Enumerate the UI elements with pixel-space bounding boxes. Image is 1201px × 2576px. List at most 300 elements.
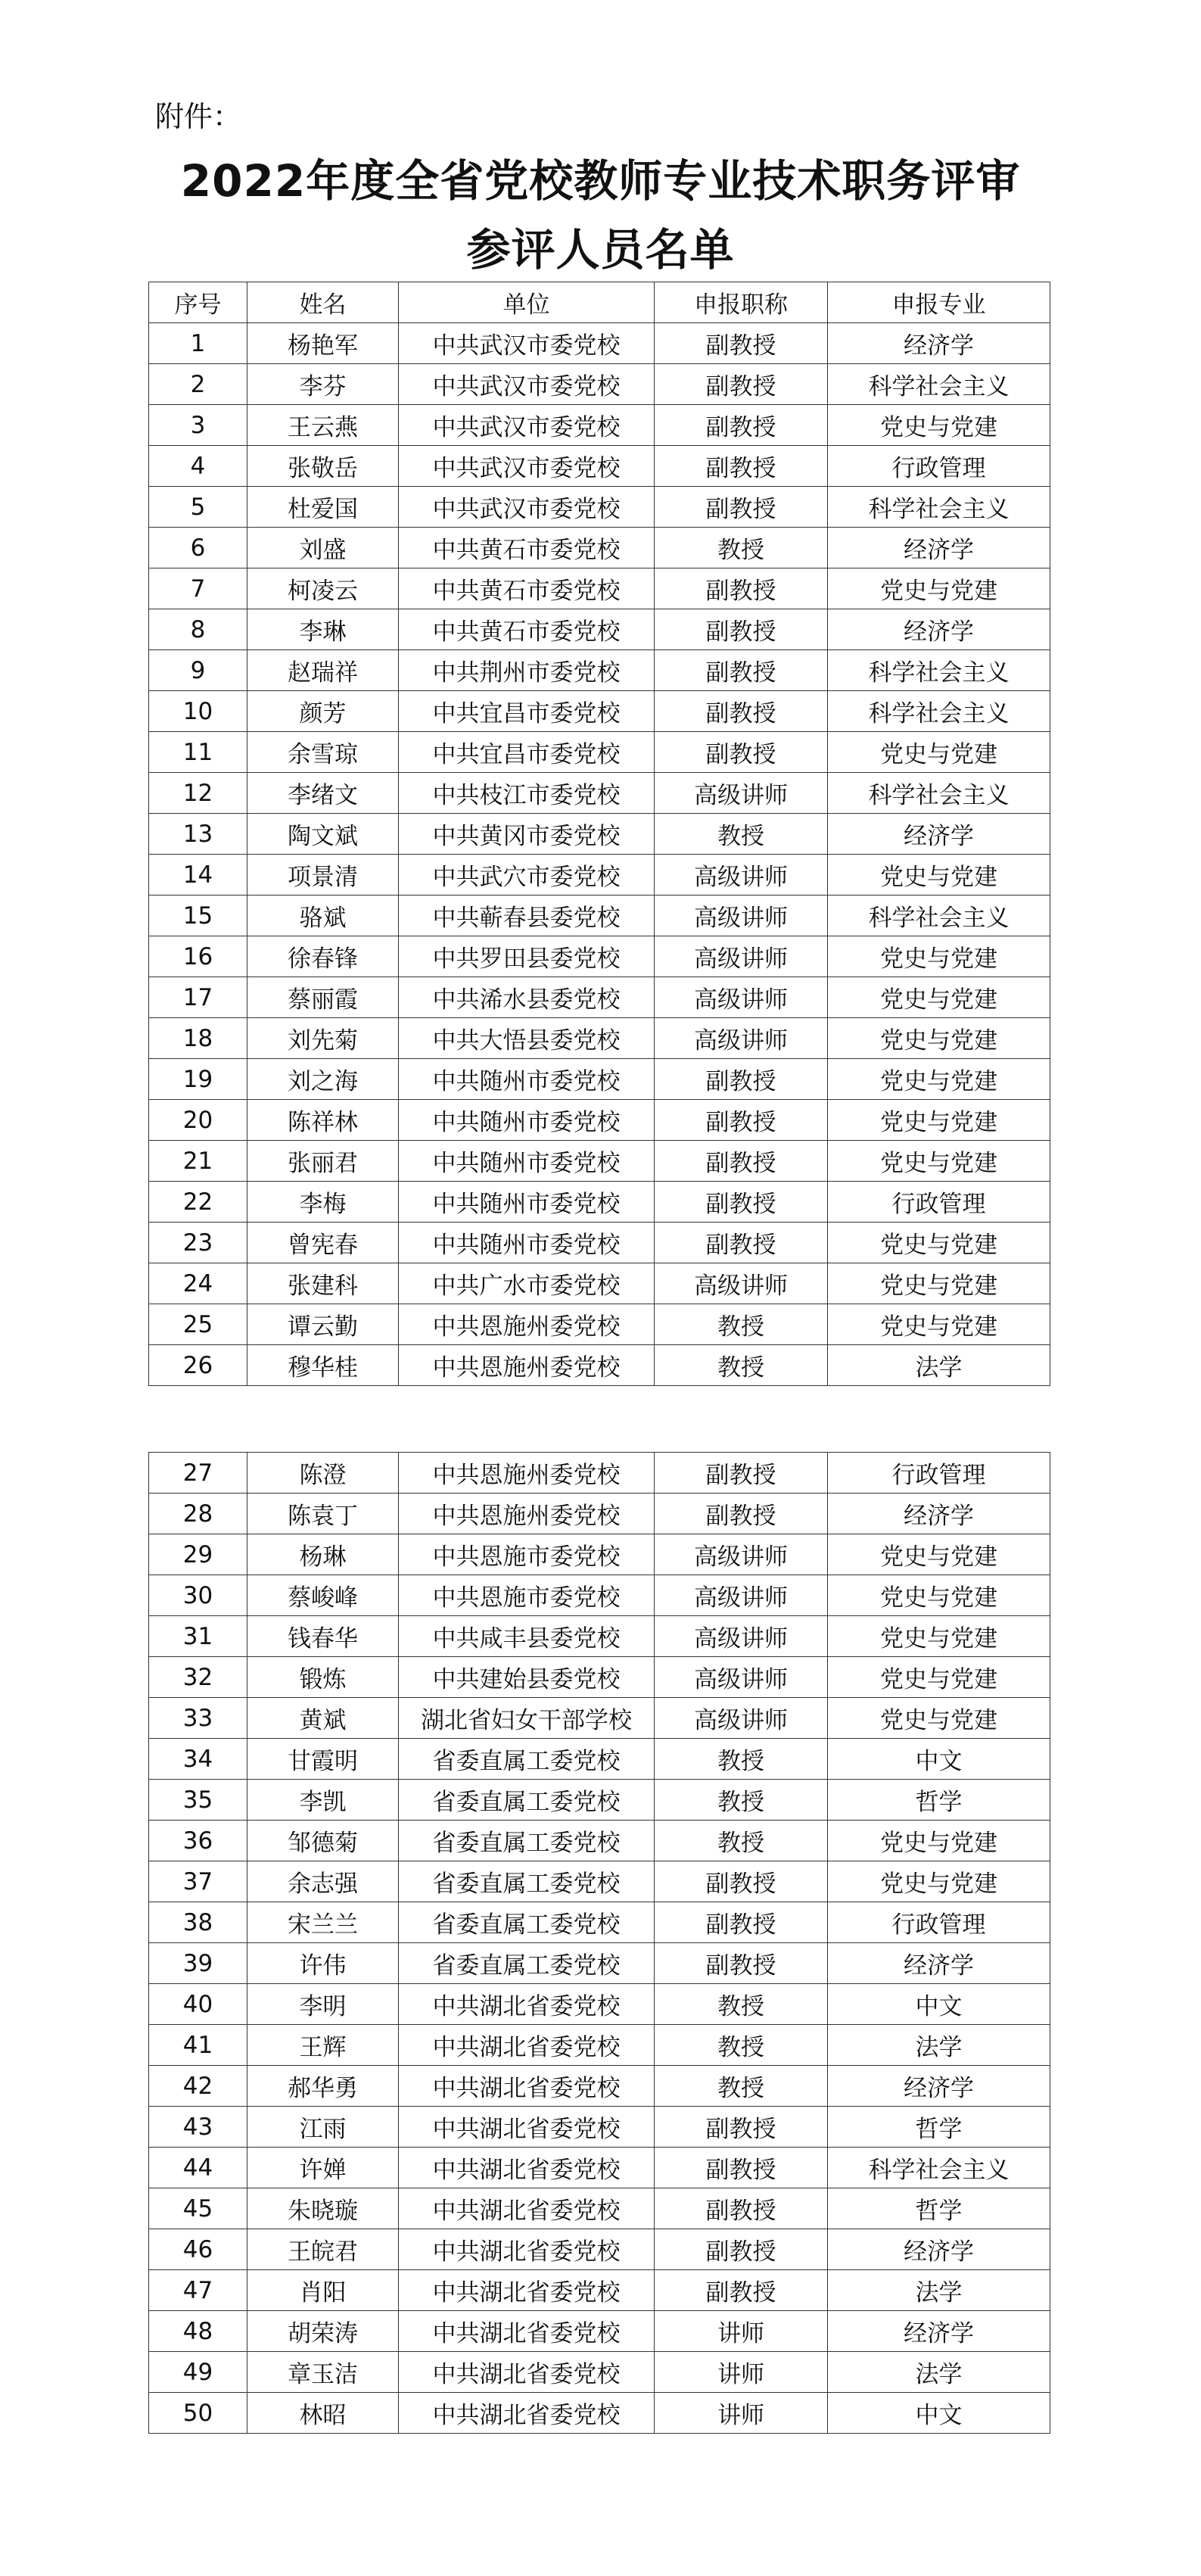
cell-unit: 中共湖北省委党校 (399, 2188, 655, 2229)
page-title-line2: 参评人员名单 (466, 224, 735, 276)
cell-unit: 中共随州市委党校 (399, 1059, 655, 1100)
cell-index: 31 (149, 1616, 247, 1657)
cell-name: 陈袁丁 (247, 1494, 399, 1534)
table-row (149, 2270, 1050, 2311)
cell-specialty: 法学 (828, 1345, 1050, 1386)
cell-unit: 中共荆州市委党校 (399, 650, 655, 691)
cell-name: 张丽君 (247, 1141, 399, 1182)
cell-name: 许伟 (247, 1943, 399, 1984)
cell-title: 教授 (655, 1345, 828, 1386)
cell-specialty: 党史与党建 (828, 405, 1050, 446)
cell-title: 教授 (655, 1739, 828, 1780)
cell-unit: 中共武汉市委党校 (399, 405, 655, 446)
cell-name: 钱春华 (247, 1616, 399, 1657)
cell-title: 高级讲师 (655, 896, 828, 936)
cell-index: 17 (149, 977, 247, 1018)
cell-specialty: 党史与党建 (828, 568, 1050, 609)
cell-specialty: 科学社会主义 (828, 773, 1050, 814)
cell-specialty: 经济学 (828, 814, 1050, 855)
table-row (149, 446, 1050, 487)
cell-unit: 中共恩施市委党校 (399, 1575, 655, 1616)
cell-name: 肖阳 (247, 2270, 399, 2311)
cell-name: 张建科 (247, 1263, 399, 1304)
cell-index: 38 (149, 1902, 247, 1943)
table-row (149, 1494, 1050, 1534)
cell-title: 教授 (655, 1304, 828, 1345)
cell-specialty: 行政管理 (828, 1902, 1050, 1943)
cell-index: 50 (149, 2393, 247, 2434)
cell-title: 高级讲师 (655, 1616, 828, 1657)
cell-unit: 中共宜昌市委党校 (399, 732, 655, 773)
cell-index: 45 (149, 2188, 247, 2229)
cell-name: 林昭 (247, 2393, 399, 2434)
cell-unit: 中共宜昌市委党校 (399, 691, 655, 732)
cell-specialty: 党史与党建 (828, 1304, 1050, 1345)
cell-index: 23 (149, 1223, 247, 1263)
cell-specialty: 党史与党建 (828, 1534, 1050, 1575)
table-row (149, 1223, 1050, 1263)
cell-unit: 中共黄石市委党校 (399, 528, 655, 568)
cell-index: 40 (149, 1984, 247, 2025)
cell-title: 副教授 (655, 609, 828, 650)
cell-index: 14 (149, 855, 247, 896)
table-row (149, 2148, 1050, 2188)
table-row (149, 650, 1050, 691)
table-row (149, 1059, 1050, 1100)
cell-index: 49 (149, 2352, 247, 2393)
cell-index: 20 (149, 1100, 247, 1141)
cell-unit: 中共湖北省委党校 (399, 2066, 655, 2107)
cell-specialty: 党史与党建 (828, 1861, 1050, 1902)
cell-specialty: 法学 (828, 2352, 1050, 2393)
cell-title: 副教授 (655, 691, 828, 732)
cell-name: 穆华桂 (247, 1345, 399, 1386)
cell-title: 副教授 (655, 1100, 828, 1141)
cell-specialty: 经济学 (828, 1494, 1050, 1534)
cell-title: 副教授 (655, 2148, 828, 2188)
cell-unit: 中共武汉市委党校 (399, 446, 655, 487)
cell-name: 刘盛 (247, 528, 399, 568)
cell-name: 王辉 (247, 2025, 399, 2066)
cell-unit: 中共武汉市委党校 (399, 487, 655, 528)
cell-name: 陈澄 (247, 1453, 399, 1494)
table-row (149, 2066, 1050, 2107)
cell-specialty: 党史与党建 (828, 1018, 1050, 1059)
cell-index: 34 (149, 1739, 247, 1780)
cell-index: 9 (149, 650, 247, 691)
cell-specialty: 党史与党建 (828, 936, 1050, 977)
cell-title: 副教授 (655, 2107, 828, 2148)
cell-unit: 中共随州市委党校 (399, 1223, 655, 1263)
cell-specialty: 党史与党建 (828, 1821, 1050, 1861)
cell-title: 讲师 (655, 2311, 828, 2352)
table-row (149, 1018, 1050, 1059)
cell-name: 邹德菊 (247, 1821, 399, 1861)
cell-specialty: 经济学 (828, 609, 1050, 650)
cell-specialty: 科学社会主义 (828, 487, 1050, 528)
cell-title: 高级讲师 (655, 1657, 828, 1698)
cell-unit: 中共大悟县委党校 (399, 1018, 655, 1059)
cell-name: 胡荣涛 (247, 2311, 399, 2352)
cell-title: 讲师 (655, 2352, 828, 2393)
cell-index: 30 (149, 1575, 247, 1616)
cell-index: 16 (149, 936, 247, 977)
cell-title: 副教授 (655, 2270, 828, 2311)
cell-index: 39 (149, 1943, 247, 1984)
cell-index: 46 (149, 2229, 247, 2270)
cell-title: 副教授 (655, 323, 828, 364)
cell-specialty: 经济学 (828, 2311, 1050, 2352)
cell-unit: 中共浠水县委党校 (399, 977, 655, 1018)
table-row (149, 1943, 1050, 1984)
cell-name: 江雨 (247, 2107, 399, 2148)
cell-title: 教授 (655, 814, 828, 855)
cell-index: 6 (149, 528, 247, 568)
cell-index: 36 (149, 1821, 247, 1861)
table-row (149, 1141, 1050, 1182)
cell-specialty: 党史与党建 (828, 732, 1050, 773)
cell-unit: 中共恩施州委党校 (399, 1494, 655, 1534)
cell-name: 宋兰兰 (247, 1902, 399, 1943)
cell-unit: 省委直属工委党校 (399, 1943, 655, 1984)
cell-name: 李凯 (247, 1780, 399, 1821)
table-row (149, 2107, 1050, 2148)
cell-index: 32 (149, 1657, 247, 1698)
page-title-line1: 2022年度全省党校教师专业技术职务评审 (180, 155, 1021, 207)
cell-title: 副教授 (655, 1223, 828, 1263)
cell-unit: 中共湖北省委党校 (399, 2025, 655, 2066)
cell-index: 24 (149, 1263, 247, 1304)
cell-name: 颜芳 (247, 691, 399, 732)
cell-name: 章玉洁 (247, 2352, 399, 2393)
cell-title: 副教授 (655, 732, 828, 773)
cell-name: 骆斌 (247, 896, 399, 936)
cell-name: 杨琳 (247, 1534, 399, 1575)
table-row (149, 1739, 1050, 1780)
cell-unit: 中共武汉市委党校 (399, 323, 655, 364)
cell-title: 教授 (655, 1780, 828, 1821)
cell-index: 43 (149, 2107, 247, 2148)
cell-index: 11 (149, 732, 247, 773)
cell-specialty: 中文 (828, 1739, 1050, 1780)
table-row (149, 1534, 1050, 1575)
cell-name: 谭云勤 (247, 1304, 399, 1345)
table-row (149, 1821, 1050, 1861)
table-row (149, 1100, 1050, 1141)
table-row (149, 2393, 1050, 2434)
table-row (149, 2352, 1050, 2393)
cell-title: 副教授 (655, 1453, 828, 1494)
header-index: 序号 (149, 282, 247, 323)
table-row (149, 2025, 1050, 2066)
table-row (149, 528, 1050, 568)
cell-index: 1 (149, 323, 247, 364)
table-row (149, 2311, 1050, 2352)
cell-name: 刘之海 (247, 1059, 399, 1100)
cell-specialty: 中文 (828, 2393, 1050, 2434)
cell-unit: 湖北省妇女干部学校 (399, 1698, 655, 1739)
cell-name: 李梅 (247, 1182, 399, 1223)
cell-title: 副教授 (655, 650, 828, 691)
cell-name: 杜爱国 (247, 487, 399, 528)
table-row (149, 1861, 1050, 1902)
cell-specialty: 经济学 (828, 2229, 1050, 2270)
cell-title: 副教授 (655, 446, 828, 487)
cell-specialty: 法学 (828, 2270, 1050, 2311)
cell-unit: 中共武汉市委党校 (399, 364, 655, 405)
cell-name: 黄斌 (247, 1698, 399, 1739)
cell-name: 王云燕 (247, 405, 399, 446)
table-row (149, 691, 1050, 732)
cell-title: 高级讲师 (655, 1534, 828, 1575)
table-row (149, 1984, 1050, 2025)
cell-specialty: 党史与党建 (828, 1616, 1050, 1657)
cell-index: 12 (149, 773, 247, 814)
cell-name: 陈祥林 (247, 1100, 399, 1141)
cell-unit: 中共恩施州委党校 (399, 1345, 655, 1386)
cell-title: 讲师 (655, 2393, 828, 2434)
cell-specialty: 经济学 (828, 2066, 1050, 2107)
table-header-row (149, 282, 1050, 323)
cell-specialty: 党史与党建 (828, 1059, 1050, 1100)
table-row (149, 814, 1050, 855)
cell-unit: 省委直属工委党校 (399, 1821, 655, 1861)
header-title: 申报职称 (655, 282, 828, 323)
cell-index: 18 (149, 1018, 247, 1059)
cell-index: 19 (149, 1059, 247, 1100)
table-row (149, 977, 1050, 1018)
header-name: 姓名 (247, 282, 399, 323)
cell-unit: 中共随州市委党校 (399, 1100, 655, 1141)
cell-title: 高级讲师 (655, 1018, 828, 1059)
cell-unit: 中共湖北省委党校 (399, 1984, 655, 2025)
cell-name: 曾宪春 (247, 1223, 399, 1263)
cell-specialty: 法学 (828, 2025, 1050, 2066)
cell-unit: 中共广水市委党校 (399, 1263, 655, 1304)
cell-title: 副教授 (655, 405, 828, 446)
cell-index: 3 (149, 405, 247, 446)
table-row (149, 896, 1050, 936)
table-row (149, 323, 1050, 364)
cell-name: 项景清 (247, 855, 399, 896)
cell-unit: 中共黄冈市委党校 (399, 814, 655, 855)
cell-name: 蔡丽霞 (247, 977, 399, 1018)
cell-unit: 中共武穴市委党校 (399, 855, 655, 896)
cell-unit: 中共湖北省委党校 (399, 2107, 655, 2148)
cell-specialty: 党史与党建 (828, 1575, 1050, 1616)
cell-unit: 中共罗田县委党校 (399, 936, 655, 977)
roster-table-part1 (148, 282, 1050, 1386)
cell-unit: 中共湖北省委党校 (399, 2311, 655, 2352)
cell-unit: 中共湖北省委党校 (399, 2393, 655, 2434)
cell-title: 教授 (655, 1984, 828, 2025)
cell-name: 杨艳军 (247, 323, 399, 364)
cell-unit: 省委直属工委党校 (399, 1739, 655, 1780)
cell-title: 高级讲师 (655, 936, 828, 977)
cell-name: 甘霞明 (247, 1739, 399, 1780)
cell-specialty: 经济学 (828, 1943, 1050, 1984)
cell-name: 李芬 (247, 364, 399, 405)
cell-specialty: 哲学 (828, 1780, 1050, 1821)
cell-index: 35 (149, 1780, 247, 1821)
attachment-label: 附件： (155, 100, 242, 133)
cell-index: 7 (149, 568, 247, 609)
cell-name: 郝华勇 (247, 2066, 399, 2107)
cell-specialty: 党史与党建 (828, 1698, 1050, 1739)
cell-index: 22 (149, 1182, 247, 1223)
cell-title: 副教授 (655, 568, 828, 609)
cell-title: 高级讲师 (655, 1263, 828, 1304)
cell-title: 副教授 (655, 1494, 828, 1534)
table-row (149, 2229, 1050, 2270)
cell-index: 13 (149, 814, 247, 855)
cell-title: 副教授 (655, 1943, 828, 1984)
cell-title: 教授 (655, 1821, 828, 1861)
cell-specialty: 党史与党建 (828, 855, 1050, 896)
cell-unit: 中共恩施市委党校 (399, 1534, 655, 1575)
cell-name: 余雪琼 (247, 732, 399, 773)
cell-title: 高级讲师 (655, 977, 828, 1018)
cell-specialty: 经济学 (828, 323, 1050, 364)
cell-index: 2 (149, 364, 247, 405)
cell-unit: 中共随州市委党校 (399, 1182, 655, 1223)
cell-index: 21 (149, 1141, 247, 1182)
cell-title: 副教授 (655, 2188, 828, 2229)
cell-index: 44 (149, 2148, 247, 2188)
table-row (149, 855, 1050, 896)
cell-unit: 中共恩施州委党校 (399, 1304, 655, 1345)
cell-index: 5 (149, 487, 247, 528)
cell-title: 副教授 (655, 2229, 828, 2270)
cell-specialty: 党史与党建 (828, 1223, 1050, 1263)
table-row (149, 487, 1050, 528)
cell-title: 副教授 (655, 487, 828, 528)
cell-index: 8 (149, 609, 247, 650)
cell-specialty: 哲学 (828, 2188, 1050, 2229)
table-row (149, 2188, 1050, 2229)
cell-index: 27 (149, 1453, 247, 1494)
cell-specialty: 行政管理 (828, 1182, 1050, 1223)
table-row (149, 1616, 1050, 1657)
cell-name: 余志强 (247, 1861, 399, 1902)
cell-index: 28 (149, 1494, 247, 1534)
table-row (149, 936, 1050, 977)
cell-title: 副教授 (655, 1861, 828, 1902)
cell-specialty: 科学社会主义 (828, 650, 1050, 691)
cell-index: 15 (149, 896, 247, 936)
table-row (149, 732, 1050, 773)
cell-index: 4 (149, 446, 247, 487)
cell-name: 赵瑞祥 (247, 650, 399, 691)
cell-title: 副教授 (655, 1902, 828, 1943)
cell-unit: 中共随州市委党校 (399, 1141, 655, 1182)
cell-name: 锻炼 (247, 1657, 399, 1698)
cell-specialty: 科学社会主义 (828, 896, 1050, 936)
cell-specialty: 经济学 (828, 528, 1050, 568)
cell-index: 29 (149, 1534, 247, 1575)
cell-title: 高级讲师 (655, 773, 828, 814)
cell-index: 41 (149, 2025, 247, 2066)
cell-specialty: 科学社会主义 (828, 364, 1050, 405)
cell-name: 王皖君 (247, 2229, 399, 2270)
table-row (149, 405, 1050, 446)
cell-unit: 省委直属工委党校 (399, 1902, 655, 1943)
cell-unit: 中共湖北省委党校 (399, 2148, 655, 2188)
cell-index: 10 (149, 691, 247, 732)
cell-specialty: 科学社会主义 (828, 2148, 1050, 2188)
table-row (149, 609, 1050, 650)
cell-unit: 中共蕲春县委党校 (399, 896, 655, 936)
table-row (149, 1575, 1050, 1616)
cell-name: 张敬岳 (247, 446, 399, 487)
cell-name: 李琳 (247, 609, 399, 650)
table-row (149, 1345, 1050, 1386)
cell-name: 柯凌云 (247, 568, 399, 609)
header-specialty: 申报专业 (828, 282, 1050, 323)
cell-name: 李明 (247, 1984, 399, 2025)
cell-unit: 中共黄石市委党校 (399, 568, 655, 609)
cell-specialty: 党史与党建 (828, 1100, 1050, 1141)
cell-name: 许婵 (247, 2148, 399, 2188)
cell-name: 李绪文 (247, 773, 399, 814)
cell-specialty: 党史与党建 (828, 1141, 1050, 1182)
cell-name: 蔡峻峰 (247, 1575, 399, 1616)
cell-title: 教授 (655, 2025, 828, 2066)
cell-title: 副教授 (655, 1059, 828, 1100)
cell-index: 37 (149, 1861, 247, 1902)
table-row (149, 364, 1050, 405)
cell-unit: 省委直属工委党校 (399, 1861, 655, 1902)
table-row (149, 1902, 1050, 1943)
cell-specialty: 党史与党建 (828, 1263, 1050, 1304)
cell-specialty: 行政管理 (828, 446, 1050, 487)
cell-unit: 中共咸丰县委党校 (399, 1616, 655, 1657)
cell-specialty: 中文 (828, 1984, 1050, 2025)
cell-specialty: 科学社会主义 (828, 691, 1050, 732)
table-row (149, 1453, 1050, 1494)
cell-index: 25 (149, 1304, 247, 1345)
roster-table-part2 (148, 1452, 1050, 2434)
header-unit: 单位 (399, 282, 655, 323)
cell-specialty: 党史与党建 (828, 1657, 1050, 1698)
table-row (149, 568, 1050, 609)
cell-unit: 中共湖北省委党校 (399, 2270, 655, 2311)
cell-name: 刘先菊 (247, 1018, 399, 1059)
cell-index: 48 (149, 2311, 247, 2352)
cell-name: 徐春锋 (247, 936, 399, 977)
cell-unit: 中共黄石市委党校 (399, 609, 655, 650)
cell-title: 副教授 (655, 1141, 828, 1182)
table-row (149, 1263, 1050, 1304)
cell-unit: 中共枝江市委党校 (399, 773, 655, 814)
cell-title: 高级讲师 (655, 1698, 828, 1739)
cell-specialty: 行政管理 (828, 1453, 1050, 1494)
cell-index: 26 (149, 1345, 247, 1386)
cell-specialty: 党史与党建 (828, 977, 1050, 1018)
cell-title: 教授 (655, 2066, 828, 2107)
cell-index: 47 (149, 2270, 247, 2311)
table-row (149, 1182, 1050, 1223)
cell-unit: 中共湖北省委党校 (399, 2352, 655, 2393)
table-row (149, 1780, 1050, 1821)
cell-title: 教授 (655, 528, 828, 568)
cell-unit: 省委直属工委党校 (399, 1780, 655, 1821)
cell-name: 陶文斌 (247, 814, 399, 855)
cell-title: 高级讲师 (655, 1575, 828, 1616)
cell-index: 42 (149, 2066, 247, 2107)
cell-title: 副教授 (655, 364, 828, 405)
table-row (149, 1657, 1050, 1698)
